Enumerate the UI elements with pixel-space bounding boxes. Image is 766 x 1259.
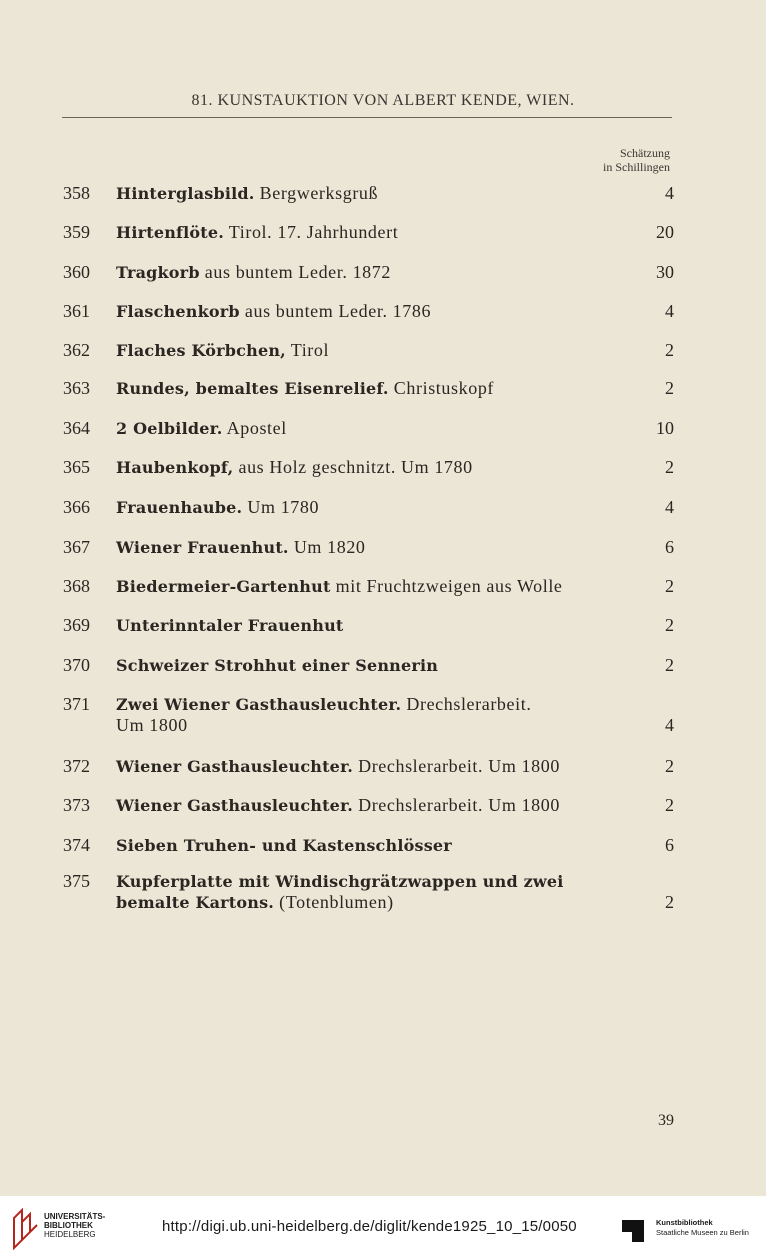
lot-number: 368	[63, 576, 90, 596]
lot-number: 367	[63, 537, 90, 557]
lot-details: Tirol. 17. Jahrhundert	[224, 222, 399, 242]
lot-title: Flaches Körbchen,	[116, 341, 286, 360]
lot-title: Wiener Gasthausleuchter.	[116, 796, 353, 815]
lot-estimate: 4	[665, 301, 674, 321]
lot-description	[116, 871, 641, 913]
lot-number: 360	[63, 262, 90, 282]
lot-details: Apostel	[222, 418, 287, 438]
lot-description	[116, 457, 641, 478]
lot-details: Bergwerksgruß	[254, 183, 379, 203]
lot-estimate: 2	[665, 756, 674, 776]
lot-number: 370	[63, 655, 90, 675]
lot-details: aus buntem Leder. 1872	[199, 262, 391, 282]
kunstbibliothek-name	[656, 1218, 749, 1238]
lot-number: 375	[63, 871, 90, 891]
lot-title: Unterinntaler Frauenhut	[116, 616, 344, 635]
lot-number: 365	[63, 457, 90, 477]
lot-estimate: 2	[665, 340, 674, 360]
lot-description	[116, 378, 641, 399]
lot-title: Hinterglasbild.	[116, 184, 255, 203]
lot-estimate: 4	[665, 183, 674, 203]
library-line3: HEIDELBERG	[44, 1230, 96, 1239]
lot-details: mit Fruchtzweigen aus Wolle	[330, 576, 563, 596]
lot-description	[116, 795, 641, 816]
lot-number: 371	[63, 694, 90, 714]
lot-title: Rundes, bemaltes Eisenrelief.	[116, 379, 389, 398]
lot-title: Wiener Frauenhut.	[116, 538, 289, 557]
lot-description	[116, 340, 641, 361]
lot-estimate: 2	[665, 615, 674, 635]
lot-description	[116, 694, 641, 736]
lot-title: Sieben Truhen- und Kastenschlösser	[116, 836, 452, 855]
lot-number: 373	[63, 795, 90, 815]
lot-details: Drechslerarbeit. Um 1800	[353, 795, 560, 815]
lot-estimate: 20	[656, 222, 674, 242]
lot-number: 358	[63, 183, 90, 203]
lot-number: 359	[63, 222, 90, 242]
lot-title-continued: bemalte Kartons.	[116, 893, 275, 912]
university-library-logo-icon	[10, 1208, 40, 1255]
lot-description	[116, 301, 641, 322]
footer-bar	[0, 1196, 766, 1259]
lot-title: Biedermeier-Gartenhut	[116, 577, 331, 596]
lot-details: aus Holz geschnitzt. Um 1780	[233, 457, 473, 477]
partner-line1: Kunstbibliothek	[656, 1218, 713, 1227]
page-number: 39	[658, 1112, 674, 1129]
lot-details: Christuskopf	[388, 378, 495, 398]
lot-details: aus buntem Leder. 1786	[239, 301, 432, 321]
lot-estimate: 6	[665, 537, 674, 557]
estimate-column-header	[603, 146, 670, 174]
lot-estimate: 4	[665, 497, 674, 517]
lot-description	[116, 835, 641, 856]
lot-details: Tirol	[285, 340, 330, 360]
lot-estimate: 30	[656, 262, 674, 282]
lot-details: Drechslerarbeit. Um 1800	[353, 756, 560, 776]
university-library-name	[44, 1212, 105, 1239]
running-title: 81. KUNSTAUKTION VON ALBERT KENDE, WIEN.	[191, 92, 575, 109]
lot-estimate: 6	[665, 835, 674, 855]
lot-estimate: 2	[665, 795, 674, 815]
lot-title: Haubenkopf,	[116, 458, 234, 477]
lot-title: Schweizer Strohhut einer Sennerin	[116, 656, 439, 675]
digitization-url-link[interactable]: http://digi.ub.uni-heidelberg.de/diglit/kende1925_10_15/0050	[162, 1218, 577, 1235]
lot-details: Um 1780	[242, 497, 320, 517]
lot-description	[116, 537, 641, 558]
library-line2: BIBLIOTHEK	[44, 1221, 93, 1230]
lot-details: Drechslerarbeit.	[401, 694, 532, 714]
estimate-header-line1: Schätzung	[620, 146, 670, 160]
lot-estimate: 2	[665, 378, 674, 398]
lot-estimate: 2	[665, 892, 674, 912]
lot-description	[116, 497, 641, 518]
lot-title: 2 Oelbilder.	[116, 419, 223, 438]
lot-description	[116, 418, 641, 439]
lot-estimate: 2	[665, 576, 674, 596]
lot-title: Hirtenflöte.	[116, 223, 225, 242]
lot-number: 363	[63, 378, 90, 398]
lot-number: 369	[63, 615, 90, 635]
lot-estimate: 4	[665, 715, 674, 735]
lot-title: Frauenhaube.	[116, 498, 243, 517]
lot-details-continued: (Totenblumen)	[274, 892, 394, 912]
lot-title: Flaschenkorb	[116, 302, 240, 321]
lot-title: Wiener Gasthausleuchter.	[116, 757, 353, 776]
lot-description	[116, 262, 641, 283]
lot-details: Um 1820	[288, 537, 366, 557]
kunstbibliothek-logo-icon	[620, 1218, 648, 1249]
lot-description	[116, 655, 641, 676]
lot-estimate: 10	[656, 418, 674, 438]
partner-line2: Staatliche Museen zu Berlin	[656, 1228, 749, 1237]
lot-number: 372	[63, 756, 90, 776]
library-line1: UNIVERSITÄTS-	[44, 1212, 106, 1221]
lot-description	[116, 615, 641, 636]
estimate-header-line2: in Schillingen	[603, 160, 670, 174]
lot-title: Kupferplatte mit Windischgrätzwappen und zwei	[116, 872, 564, 891]
lot-title: Zwei Wiener Gasthausleuchter.	[116, 695, 402, 714]
lot-description	[116, 183, 641, 204]
lot-number: 364	[63, 418, 90, 438]
header-rule	[62, 117, 672, 118]
lot-number: 362	[63, 340, 90, 360]
lot-title: Tragkorb	[116, 263, 200, 282]
lot-number: 374	[63, 835, 90, 855]
lot-description	[116, 756, 641, 777]
lot-details-continued: Um 1800	[116, 715, 188, 735]
lot-number: 361	[63, 301, 90, 321]
lot-estimate: 2	[665, 457, 674, 477]
lot-description	[116, 222, 641, 243]
lot-estimate: 2	[665, 655, 674, 675]
lot-description	[116, 576, 641, 597]
lot-number: 366	[63, 497, 90, 517]
